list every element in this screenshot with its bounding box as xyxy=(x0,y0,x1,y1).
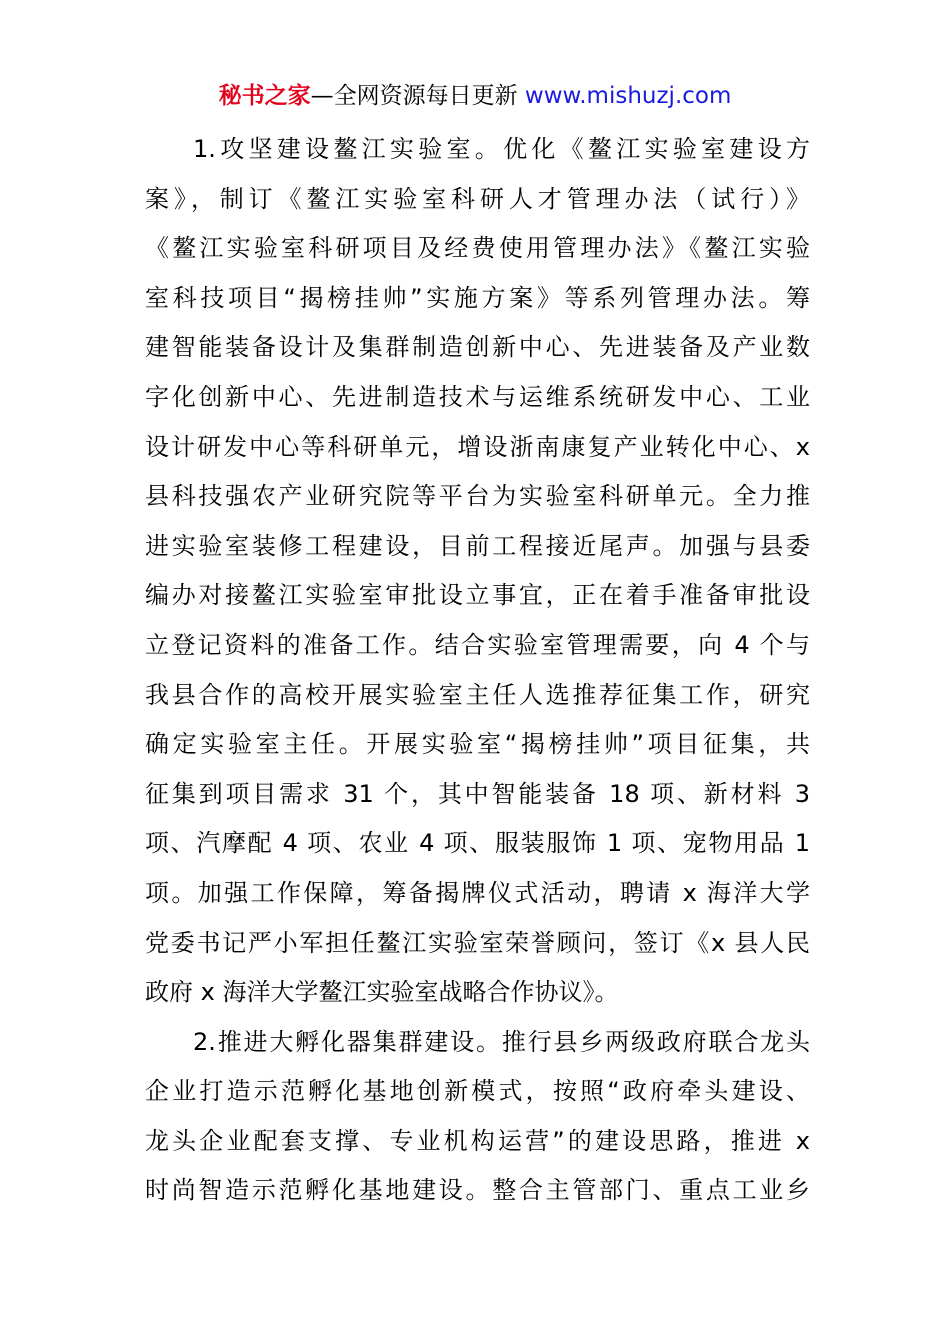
text-line: 时尚智造示范孵化基地建设。整合主管部门、重点工业乡 xyxy=(145,1176,810,1205)
text-line: 县科技强农产业研究院等平台为实验室科研单元。全力推 xyxy=(145,482,810,511)
text-line: 2.推进大孵化器集群建设。推行县乡两级政府联合龙头 xyxy=(193,1027,810,1056)
site-tagline: —全网资源每日更新 xyxy=(310,83,518,109)
text-line: 案》，制订《鳌江实验室科研人才管理办法（试行）》 xyxy=(145,184,810,213)
text-line: 设计研发中心等科研单元，增设浙南康复产业转化中心、x xyxy=(145,432,810,461)
document-body xyxy=(145,125,810,1216)
paragraph-2 xyxy=(145,1018,810,1216)
text-line: 企业打造示范孵化基地创新模式，按照“政府牵头建设、 xyxy=(145,1077,810,1106)
site-brand: 秘书之家 xyxy=(218,83,311,109)
text-line: 进实验室装修工程建设，目前工程接近尾声。加强与县委 xyxy=(145,531,810,560)
text-line: 项、汽摩配 4 项、农业 4 项、服装服饰 1 项、宠物用品 1 xyxy=(145,829,810,858)
text-line: 室科技项目“揭榜挂帅”实施方案》等系列管理办法。筹 xyxy=(145,283,810,312)
text-line: 建智能装备设计及集群制造创新中心、先进装备及产业数 xyxy=(145,333,810,362)
text-line: 党委书记严小军担任鳌江实验室荣誉顾问，签订《x 县人民 xyxy=(145,928,810,957)
text-line: 《鳌江实验室科研项目及经费使用管理办法》《鳌江实验 xyxy=(145,234,810,263)
text-line: 我县合作的高校开展实验室主任人选推荐征集工作，研究 xyxy=(145,680,810,709)
text-line: 立登记资料的准备工作。结合实验室管理需要，向 4 个与 xyxy=(145,630,810,659)
paragraph-1 xyxy=(145,125,810,1018)
site-header xyxy=(0,80,950,112)
text-line: 1.攻坚建设鳌江实验室。优化《鳌江实验室建设方 xyxy=(193,135,810,163)
text-line: 龙头企业配套支撑、专业机构运营”的建设思路，推进 x xyxy=(145,1126,810,1155)
text-line: 项。加强工作保障，筹备揭牌仪式活动，聘请 x 海洋大学 xyxy=(145,878,810,907)
text-line: 字化创新中心、先进制造技术与运维系统研发中心、工业 xyxy=(145,382,810,411)
text-line: 政府 x 海洋大学鳌江实验室战略合作协议》。 xyxy=(145,978,619,1007)
text-line: 编办对接鳌江实验室审批设立事宜，正在着手准备审批设 xyxy=(145,581,810,610)
text-line: 征集到项目需求 31 个，其中智能装备 18 项、新材料 3 xyxy=(145,779,810,808)
site-url-link[interactable]: www.mishuzj.com xyxy=(517,83,732,109)
text-line: 确定实验室主任。开展实验室“揭榜挂帅”项目征集，共 xyxy=(145,730,810,759)
